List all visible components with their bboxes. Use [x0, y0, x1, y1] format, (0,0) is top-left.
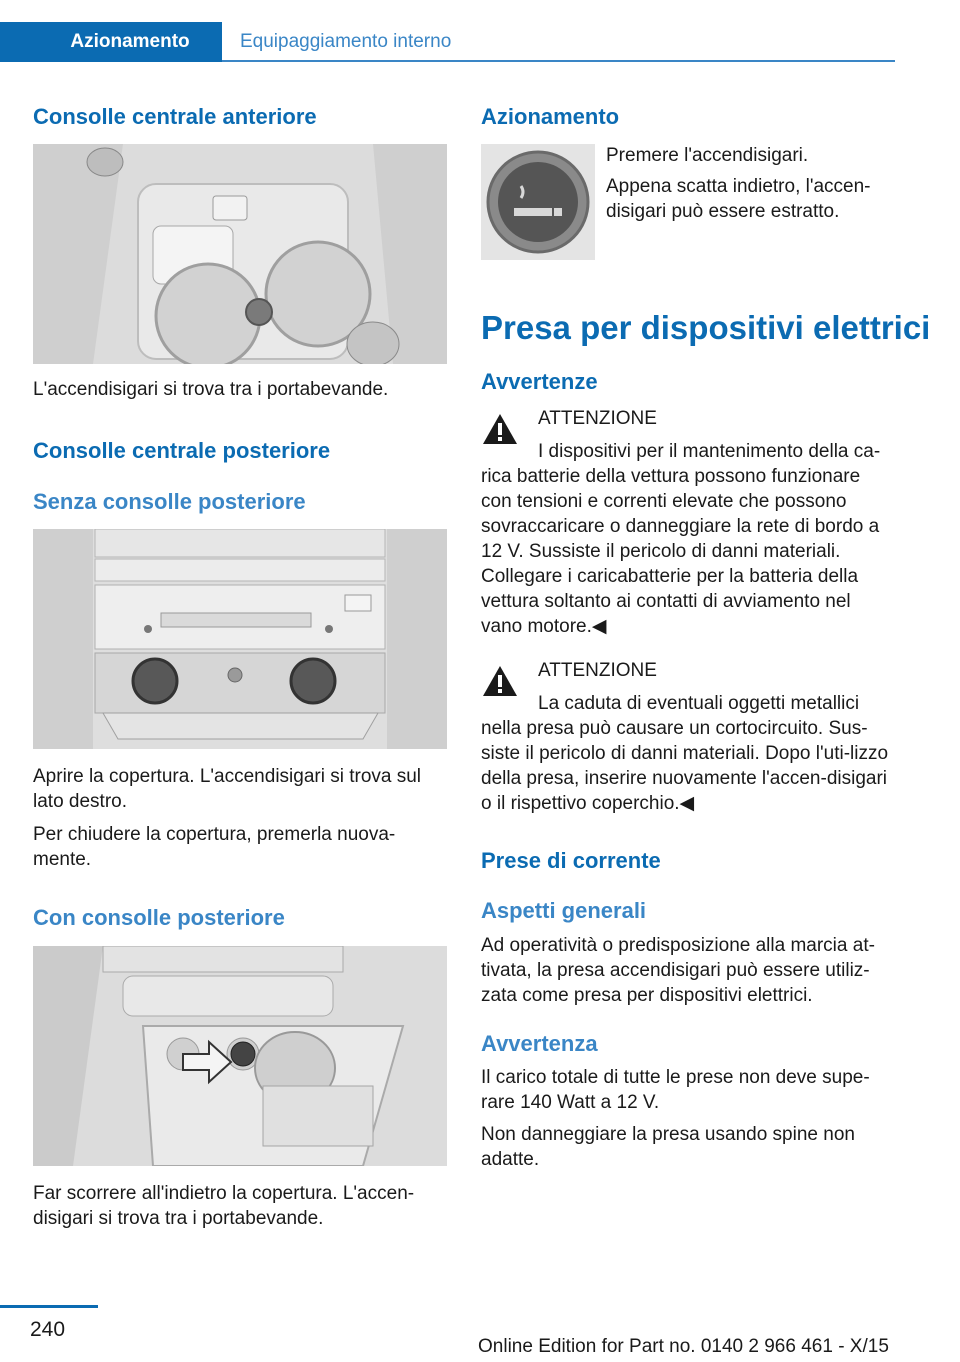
heading-warnings: Avvertenze	[481, 369, 598, 394]
heading-rear-console: Consolle centrale posteriore	[33, 438, 331, 463]
photo-without-rear-console	[33, 529, 447, 749]
heading-front-console: Consolle centrale anteriore	[33, 104, 317, 129]
front-console-illustration	[33, 144, 447, 364]
paragraph-total-load: Il carico totale di tutte le prese non deve supe-rare 140 Watt a 12 V.	[481, 1067, 870, 1113]
photo-lighter	[481, 144, 595, 260]
paragraph-close-cover: Per chiudere la copertura, premerla nuova-mente.	[33, 824, 396, 870]
heading-power-socket: Presa per dispositivi elettrici	[481, 309, 931, 346]
heading-general: Aspetti generali	[481, 898, 647, 923]
header-rule	[222, 60, 895, 62]
paragraph-press-lighter: Premere l'accendisigari.	[606, 145, 809, 166]
caption-front-console: L'accendisigari si trova tra i portabevande.	[33, 379, 389, 400]
warning-text-2: La caduta di eventuali oggetti metallici nella presa può causare un cortocircuito. Sus-siste il pericolo di danni materiali. Dopo l'uti-lizzo della presa, inserire nuovamente l'accen-disigari o il rispettivo coperchio.◀	[481, 693, 889, 814]
edition-text: Online Edition for Part no. 0140 2 966 461 - X/15	[478, 1336, 889, 1357]
header-tab-equipaggiamento: Equipaggiamento interno	[240, 31, 452, 52]
heading-with-rear-console: Con consolle posteriore	[33, 905, 285, 930]
paragraph-general: Ad operatività o predisposizione alla marcia at-tivata, la presa accendisigari può essere utiliz-zata come presa per dispositivi elettrici.	[481, 935, 875, 1006]
warning-text-1: I dispositivi per il mantenimento della ca-rica batterie della vettura possono funzionare con tensioni e correnti elevate che possono sovraccaricare o danneggiare la rete di bordo a 12 V. Sussiste il pericolo di danni materiali. Collegare i caricabatterie per la batteria della vettura soltanto ai contatti di avviamento nel vano motore.◀	[481, 441, 881, 637]
warning-title-1: ATTENZIONE	[538, 408, 657, 429]
heading-note: Avvertenza	[481, 1031, 598, 1056]
paragraph-no-damage: Non danneggiare la presa usando spine non adatte.	[481, 1124, 855, 1170]
paragraph-lighter-pops: Appena scatta indietro, l'accen-disigari può essere estratto.	[606, 176, 871, 222]
heading-without-rear-console: Senza consolle posteriore	[33, 489, 306, 514]
rear-console-illustration	[33, 529, 447, 749]
paragraph-slide-cover: Far scorrere all'indietro la copertura. L'accen-disigari si trova tra i portabevande.	[33, 1183, 415, 1229]
header-tab-azionamento: Azionamento	[0, 22, 222, 62]
lighter-icon	[481, 144, 595, 260]
photo-front-console	[33, 144, 447, 364]
paragraph-open-cover: Aprire la copertura. L'accendisigari si trova sul lato destro.	[33, 766, 422, 812]
warning-title-2: ATTENZIONE	[538, 660, 657, 681]
photo-with-rear-console	[33, 946, 447, 1166]
page-number: 240	[30, 1318, 66, 1341]
rear-console-slide-illustration	[33, 946, 447, 1166]
footer-rule	[0, 1305, 98, 1308]
heading-sockets: Prese di corrente	[481, 848, 661, 873]
heading-operation: Azionamento	[481, 104, 620, 129]
